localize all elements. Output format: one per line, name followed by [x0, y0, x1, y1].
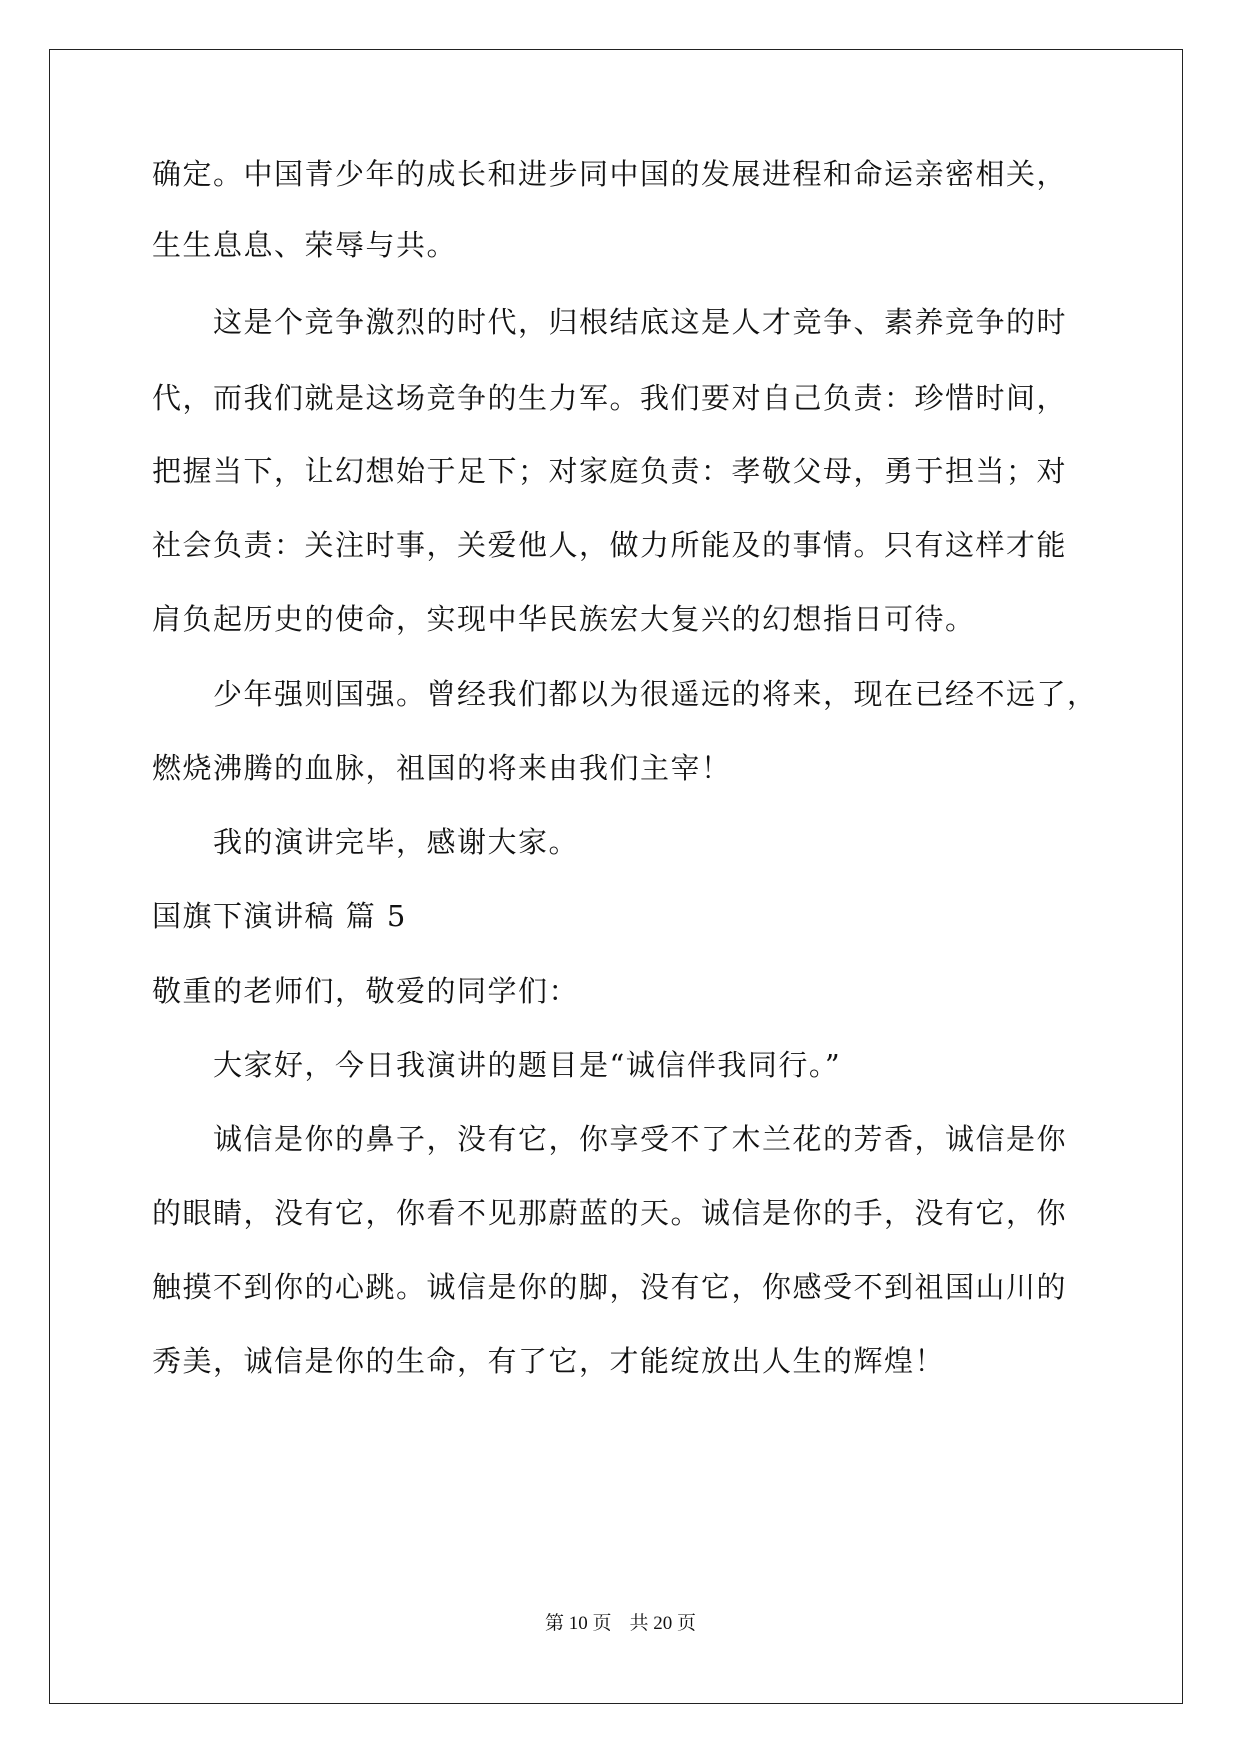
paragraph-line: 的眼睛，没有它，你看不见那蔚蓝的天。诚信是你的手，没有它，你: [152, 1196, 1068, 1230]
paragraph-line: 秀美，诚信是你的生命，有了它，才能绽放出人生的辉煌！: [152, 1344, 946, 1378]
paragraph-line: 这是个竞争激烈的时代，归根结底这是人才竞争、素养竞争的时: [213, 305, 1068, 339]
paragraph-line: 确定。中国青少年的成长和进步同中国的发展进程和命运亲密相关，: [152, 157, 1068, 191]
paragraph-line: 触摸不到你的心跳。诚信是你的脚，没有它，你感受不到祖国山川的: [152, 1270, 1068, 1304]
page-border: [49, 49, 1183, 1704]
paragraph-line: 燃烧沸腾的血脉，祖国的将来由我们主宰！: [152, 751, 732, 785]
page-footer: [0, 1612, 1241, 1636]
paragraph-line: 诚信是你的鼻子，没有它，你享受不了木兰花的芳香，诚信是你: [213, 1122, 1068, 1156]
paragraph-line: 大家好，今日我演讲的题目是“诚信伴我同行。”: [213, 1048, 842, 1082]
paragraph-line: 生生息息、荣辱与共。: [152, 228, 458, 262]
page-total: 共 20 页: [629, 1613, 697, 1634]
paragraph-line: 社会负责：关注时事，关爱他人，做力所能及的事情。只有这样才能: [152, 528, 1068, 562]
salutation: 敬重的老师们，敬爱的同学们：: [152, 974, 580, 1008]
paragraph-line: 肩负起历史的使命，实现中华民族宏大复兴的幻想指日可待。: [152, 602, 976, 636]
paragraph-line: 把握当下，让幻想始于足下；对家庭负责：孝敬父母，勇于担当；对: [152, 454, 1068, 488]
paragraph-line: 代，而我们就是这场竞争的生力军。我们要对自己负责：珍惜时间，: [152, 381, 1068, 415]
paragraph-line: 少年强则国强。曾经我们都以为很遥远的将来，现在已经不远了，: [213, 677, 1098, 711]
section-heading: 国旗下演讲稿 篇 5: [152, 899, 407, 933]
paragraph-line: 我的演讲完毕，感谢大家。: [213, 825, 580, 859]
page-number: 第 10 页: [544, 1613, 612, 1634]
